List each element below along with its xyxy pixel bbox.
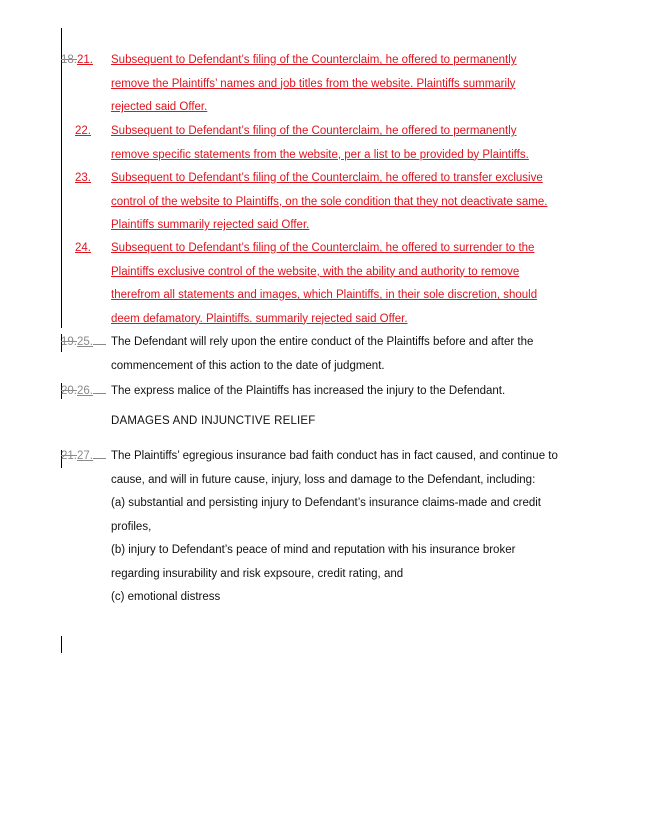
text-line: Plaintiffs exclusive control of the website, with the ability and authority to remove (111, 265, 520, 278)
text-line: (c) emotional distress (111, 591, 221, 603)
paragraph-number (61, 380, 106, 404)
text-line: control of the website to Plaintiffs, on the sole condition that they not deactivate same. (111, 195, 548, 208)
text-line: (b) injury to Defendant’s peace of mind and reputation with his insurance broker (111, 544, 516, 556)
paragraph-text (111, 380, 594, 404)
text-line: The Plaintiffs’ egregious insurance bad faith conduct has in fact caused, and continue to (111, 450, 558, 462)
paragraph-text (111, 167, 594, 238)
tab-underline (93, 332, 106, 345)
text-line: The Defendant will rely upon the entire conduct of the Plaintiffs before and after the (111, 336, 534, 348)
text-line: commencement of this action to the date of judgment. (111, 359, 385, 372)
text-line: Subsequent to Defendant’s filing of the Counterclaim, he offered to permanently (111, 54, 517, 66)
change-bar (61, 28, 62, 328)
paragraph-number (75, 120, 91, 144)
inserted-number: 25. (77, 336, 93, 348)
text-line: cause, and will in future cause, injury, loss and damage to the Defendant, including: (111, 473, 536, 486)
paragraph-number (75, 167, 91, 191)
inserted-number: 24. (75, 242, 91, 254)
paragraph-text (111, 49, 594, 120)
text-line: therefrom all statements and images, which Plaintiffs, in their sole discretion, should (111, 289, 538, 301)
text-line: Subsequent to Defendant’s filing of the Counterclaim, he offered to surrender to the (111, 242, 535, 254)
inserted-number: 21. (77, 54, 93, 66)
text-line: deem defamatory. Plaintiffs. summarily rejected said Offer. (111, 312, 408, 325)
text-cursor (61, 636, 62, 653)
paragraph-text (111, 331, 594, 378)
paragraph-number (61, 49, 93, 73)
paragraph-text (111, 120, 594, 167)
paragraph-number (75, 237, 91, 261)
paragraph-text (111, 237, 594, 331)
text-line: remove specific statements from the website, per a list to be provided by Plaintiffs. (111, 148, 529, 161)
inserted-number: 26. (77, 385, 93, 397)
text-line: Subsequent to Defendant’s filing of the Counterclaim, he offered to transfer exclusive (111, 172, 543, 184)
paragraph-number (61, 445, 106, 469)
text-line: (a) substantial and persisting injury to Defendant’s insurance claims-made and credit (111, 497, 541, 509)
tab-underline (93, 446, 106, 459)
inserted-number: 23. (75, 172, 91, 184)
paragraph-number (61, 331, 106, 355)
text-line: regarding insurability and risk expsoure, credit rating, and (111, 567, 404, 580)
inserted-number: 22. (75, 125, 91, 137)
deleted-number: 19. (61, 336, 77, 348)
deleted-number: 21. (61, 450, 77, 462)
section-heading: DAMAGES AND INJUNCTIVE RELIEF (111, 415, 316, 427)
paragraph-text (111, 445, 594, 610)
text-line: Subsequent to Defendant’s filing of the Counterclaim, he offered to permanently (111, 125, 517, 137)
inserted-number: 27. (77, 450, 93, 462)
text-line: profiles, (111, 520, 152, 533)
tab-underline (93, 381, 106, 394)
text-line: The express malice of the Plaintiffs has increased the injury to the Defendant. (111, 385, 506, 397)
deleted-number: 18. (61, 54, 77, 66)
text-line: Plaintiffs summarily rejected said Offer. (111, 219, 310, 231)
text-line: rejected said Offer. (111, 101, 208, 113)
deleted-number: 20. (61, 385, 77, 397)
text-line: remove the Plaintiffs’ names and job titles from the website. Plaintiffs summarily (111, 77, 516, 90)
